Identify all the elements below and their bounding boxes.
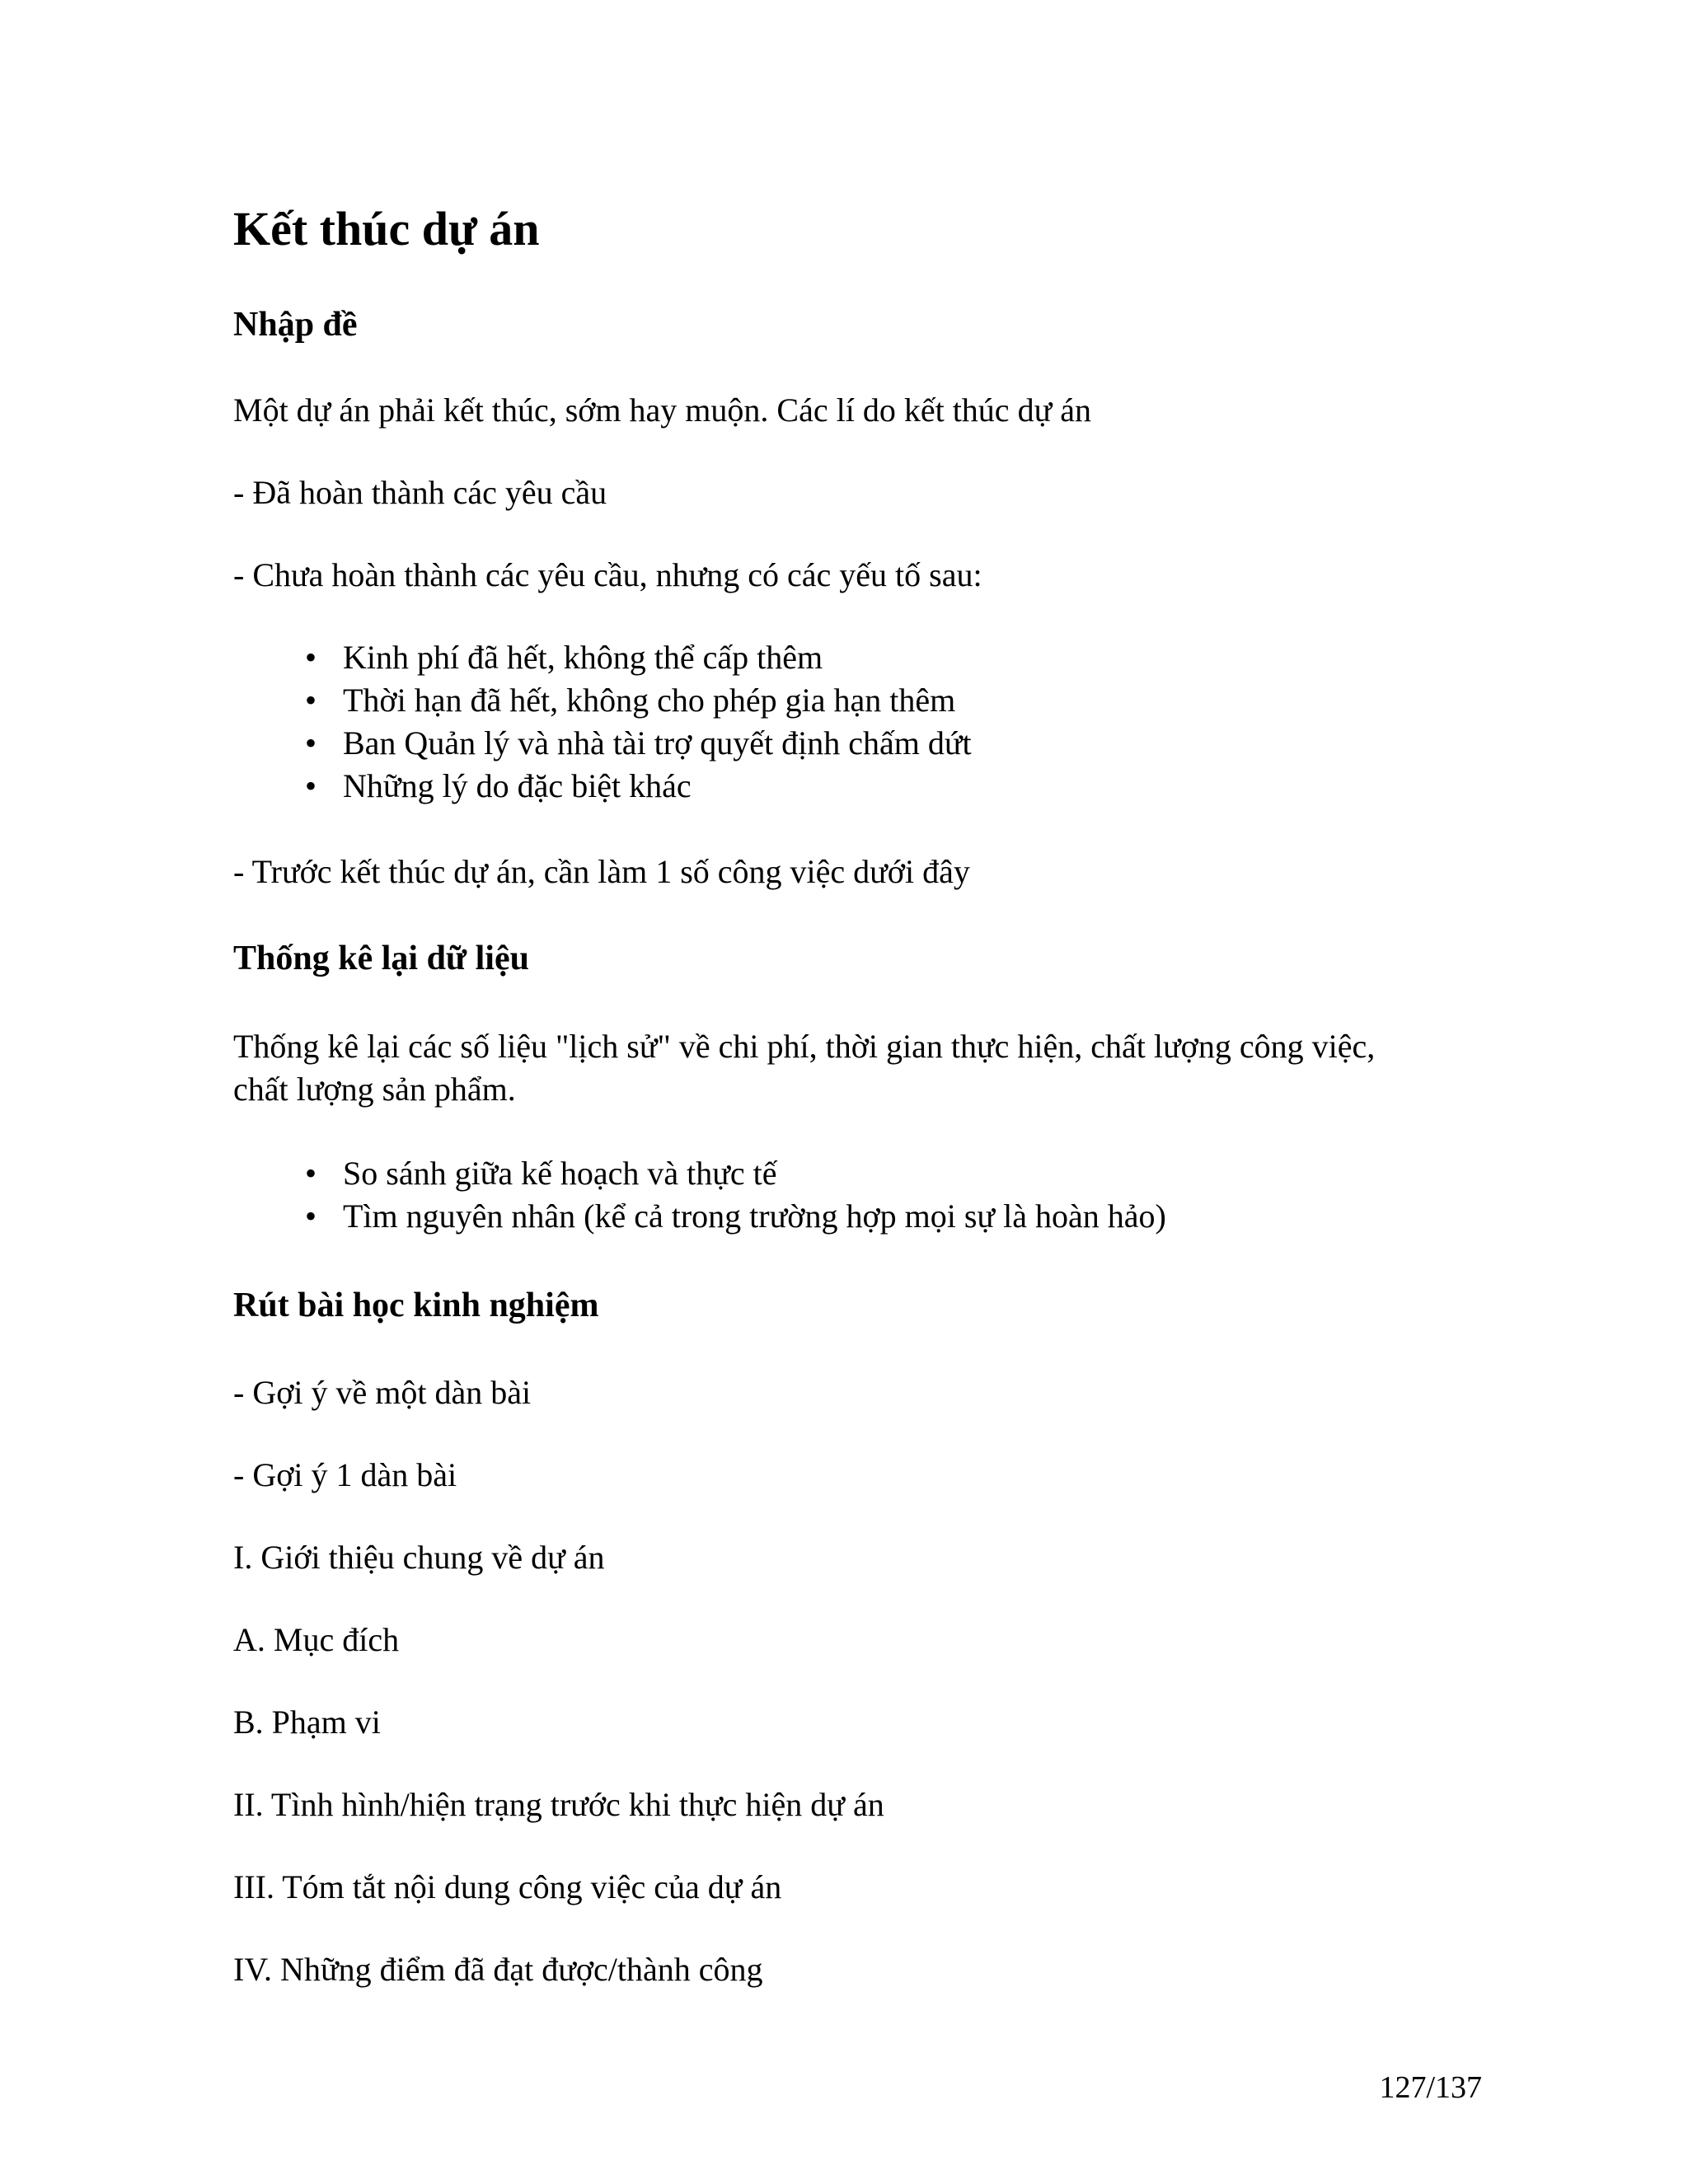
lessons-line: - Gợi ý 1 dàn bài: [233, 1456, 457, 1493]
bullet-icon: •: [305, 1155, 317, 1192]
list-item-text: Những lý do đặc biệt khác: [343, 767, 692, 804]
stats-bullet-list: [305, 1152, 1166, 1238]
intro-line-completed: - Đã hoàn thành các yêu cầu: [233, 474, 607, 511]
list-item: [305, 765, 972, 808]
list-item: [305, 1152, 1166, 1195]
lessons-line: - Gợi ý về một dàn bài: [233, 1374, 532, 1411]
list-item-text: So sánh giữa kế hoạch và thực tế: [343, 1155, 777, 1192]
outline-item: A. Mục đích: [233, 1621, 400, 1658]
outline-item: IV. Những điểm đã đạt được/thành công: [233, 1951, 763, 1988]
list-item-text: Tìm nguyên nhân (kể cả trong trường hợp mọi sự là hoàn hảo): [343, 1197, 1166, 1235]
list-item: [305, 679, 972, 722]
outline-item: B. Phạm vi: [233, 1704, 381, 1741]
bullet-icon: •: [305, 767, 317, 804]
page-number: 127/137: [1379, 2070, 1482, 2105]
bullet-icon: •: [305, 639, 317, 676]
list-item-text: Thời hạn đã hết, không cho phép gia hạn thêm: [343, 682, 956, 719]
intro-line-not-completed: - Chưa hoàn thành các yêu cầu, nhưng có các yếu tố sau:: [233, 556, 982, 593]
outline-item: I. Giới thiệu chung về dự án: [233, 1539, 605, 1576]
outline-item: III. Tóm tắt nội dung công việc của dự án: [233, 1868, 782, 1905]
stats-paragraph-line-1: Thống kê lại các số liệu "lịch sử" về chi phí, thời gian thực hiện, chất lượng công việc,: [233, 1028, 1376, 1065]
page-title: Kết thúc dự án: [233, 202, 540, 255]
bullet-icon: •: [305, 682, 317, 719]
list-item-text: Ban Quản lý và nhà tài trợ quyết định chấm dứt: [343, 724, 972, 762]
list-item: [305, 722, 972, 765]
bullet-icon: •: [305, 1197, 317, 1235]
outline-item: II. Tình hình/hiện trạng trước khi thực hiện dự án: [233, 1786, 884, 1823]
section-heading-lessons: Rút bài học kinh nghiệm: [233, 1286, 599, 1324]
section-heading-intro: Nhập đề: [233, 306, 358, 344]
intro-bullet-list: [305, 636, 972, 808]
stats-paragraph-line-2: chất lượng sản phẩm.: [233, 1071, 516, 1108]
intro-paragraph: Một dự án phải kết thúc, sớm hay muộn. Các lí do kết thúc dự án: [233, 391, 1091, 429]
bullet-icon: •: [305, 724, 317, 762]
section-heading-stats: Thống kê lại dữ liệu: [233, 940, 529, 977]
list-item: [305, 1195, 1166, 1238]
list-item: [305, 636, 972, 679]
intro-line-before-closing: - Trước kết thúc dự án, cần làm 1 số công việc dưới đây: [233, 853, 970, 890]
list-item-text: Kinh phí đã hết, không thể cấp thêm: [343, 639, 823, 676]
